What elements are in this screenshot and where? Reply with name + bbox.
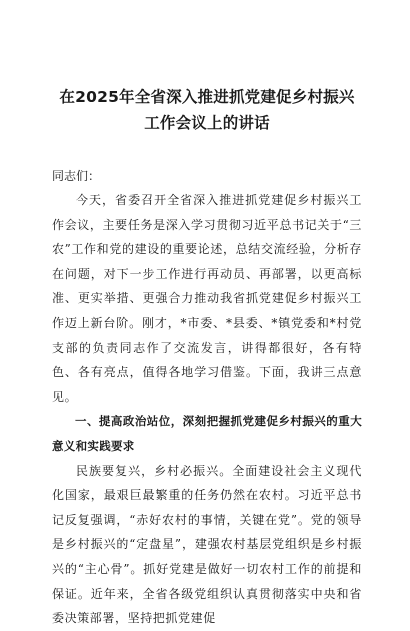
document-title: 在2025年全省深入推进抓党建促乡村振兴工作会议上的讲话 bbox=[59, 88, 355, 132]
section-heading-1: 一、提高政治站位，深刻把握抓党建促乡村振兴的重大意义和实践要求 bbox=[52, 414, 362, 453]
salutation: 同志们： bbox=[52, 169, 101, 183]
section-1-paragraph: 民族要复兴，乡村必振兴。全面建设社会主义现代化国家，最艰巨最繁重的任务仍然在农村。习近平总书记反复强调，“赤好农村的事情，关键在党”。党的领导是乡村振兴的“定盘星”，建强农村基层党组织是乡村振兴的“主心骨”。抓好党建是做好一切农村工作的前提和保证。近年来，全省各级党组织认真贯彻落实中央和省委决策部署，坚持把抓党建促 bbox=[52, 463, 362, 626]
opening-paragraph: 今天，省委召开全省深入推进抓党建促乡村振兴工作会议，主要任务是深入学习贯彻习近平总书记关于“三农”工作和党的建设的重要论述，总结交流经验，分析存在问题，对下一步工作进行再动员、再部署，以更高标准、更实举措、更强合力推动我省抓党建促乡村振兴工作迈上新台阶。刚才，*市委、*县委、*镇党委和*村党支部的负责同志作了交流发言，讲得都很好，各有特色、各有亮点，值得各地学习借鉴。下面，我讲三点意见。 bbox=[52, 193, 362, 404]
